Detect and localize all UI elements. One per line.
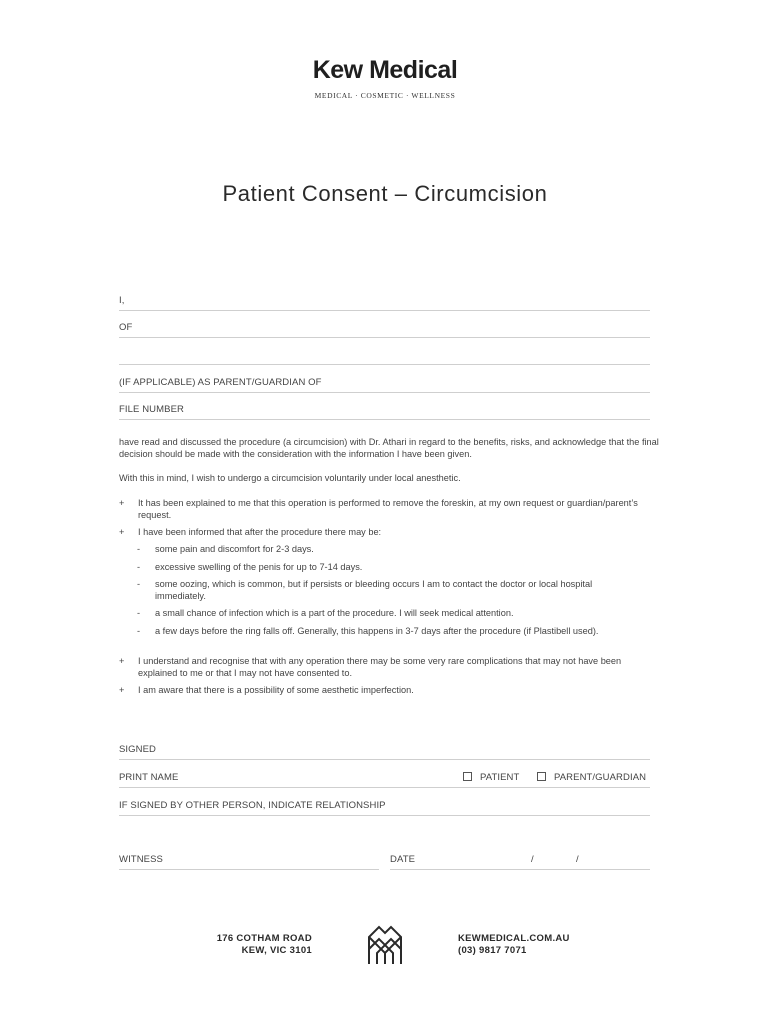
list-item-text: I am aware that there is a possibility of some aesthetic imperfection. [138,685,414,695]
sub-list-item [137,607,637,619]
address-field-label: OF [119,322,133,333]
dash-icon: - [137,544,141,554]
guardian-option-label: PARENT/GUARDIAN [554,772,647,783]
sub-list-item [137,578,637,602]
intro-paragraph: have read and discussed the procedure (a circumcision) with Dr. Athari in regard to the benefits, risks, and acknowledge that the final decision should be made with the consideration with the information I have been given. [119,437,659,459]
patient-option[interactable] [463,772,519,783]
dash-icon: - [137,626,141,636]
dash-icon: - [137,562,141,572]
patient-checkbox[interactable] [463,772,472,781]
list-item-text: I have been informed that after the procedure there may be: [138,527,382,537]
signed-label: SIGNED [119,744,157,755]
relationship-field[interactable] [119,789,650,816]
date-separator: / [531,854,534,865]
signed-field[interactable] [119,733,650,760]
dash-icon: - [137,608,141,618]
guardian-of-label: (IF APPLICABLE) AS PARENT/GUARDIAN OF [119,377,322,388]
address-line-1: 176 COTHAM ROAD [216,933,312,944]
list-item-text: I understand and recognise that with any operation there may be some very rare complications that may not have been explained to me or that I may not have consented to. [138,656,622,678]
sub-list-item [137,543,637,555]
sub-list-item-text: excessive swelling of the penis for up to 7-14 days. [155,562,363,572]
file-number-label: FILE NUMBER [119,404,184,415]
guardian-of-field[interactable] [119,366,650,393]
sub-list-item-text: a few days before the ring falls off. Generally, this happens in 3-7 days after the procedure (if Plastibell used). [155,626,599,636]
sub-list-item [137,625,637,649]
list-item [119,655,649,679]
witness-label: WITNESS [119,854,163,865]
relationship-label: IF SIGNED BY OTHER PERSON, INDICATE RELATIONSHIP [119,800,386,811]
address-line-2: KEW, VIC 3101 [241,945,312,956]
name-field-label: I, [119,295,125,306]
print-name-field[interactable] [119,761,650,788]
guardian-checkbox[interactable] [537,772,546,781]
wish-paragraph: With this in mind, I wish to undergo a circumcision voluntarily under local anesthetic. [119,473,461,483]
list-item [119,526,649,538]
phone-number: (03) 9817 7071 [458,945,527,956]
brand-tagline: MEDICAL · COSMETIC · WELLNESS [314,91,456,100]
website-link[interactable]: KEWMEDICAL.COM.AU [458,933,570,944]
date-separator: / [576,854,579,865]
list-item [119,684,649,696]
kew-logo-icon [365,923,405,965]
dash-icon: - [137,579,141,589]
print-name-label: PRINT NAME [119,772,179,783]
address-field[interactable] [119,311,650,338]
sub-list-item-text: a small chance of infection which is a part of the procedure. I will seek medical attention. [155,608,514,618]
plus-icon: + [119,498,125,508]
witness-field[interactable] [119,843,379,870]
brand-name: Kew Medical [312,56,458,84]
sub-list-item-text: some oozing, which is common, but if persists or bleeding occurs I am to contact the doctor or local hospital immediately. [155,579,593,601]
plus-icon: + [119,685,125,695]
guardian-option[interactable] [537,772,646,783]
sub-list-item-text: some pain and discomfort for 2-3 days. [155,544,314,554]
list-item [119,497,649,521]
list-item-text: It has been explained to me that this operation is performed to remove the foreskin, at my own request or guardian/parent’s request. [138,498,638,520]
sub-list-item [137,561,637,573]
name-field[interactable] [119,284,650,311]
plus-icon: + [119,527,125,537]
date-field[interactable] [390,843,650,870]
date-label: DATE [390,854,416,865]
plus-icon: + [119,656,125,666]
footer-address [150,933,312,957]
file-number-field[interactable] [119,393,650,420]
address-field-2[interactable] [119,338,650,365]
page-title: Patient Consent – Circumcision [222,181,548,206]
footer-contact [458,933,618,957]
brand-header [0,56,770,100]
patient-option-label: PATIENT [480,772,520,783]
